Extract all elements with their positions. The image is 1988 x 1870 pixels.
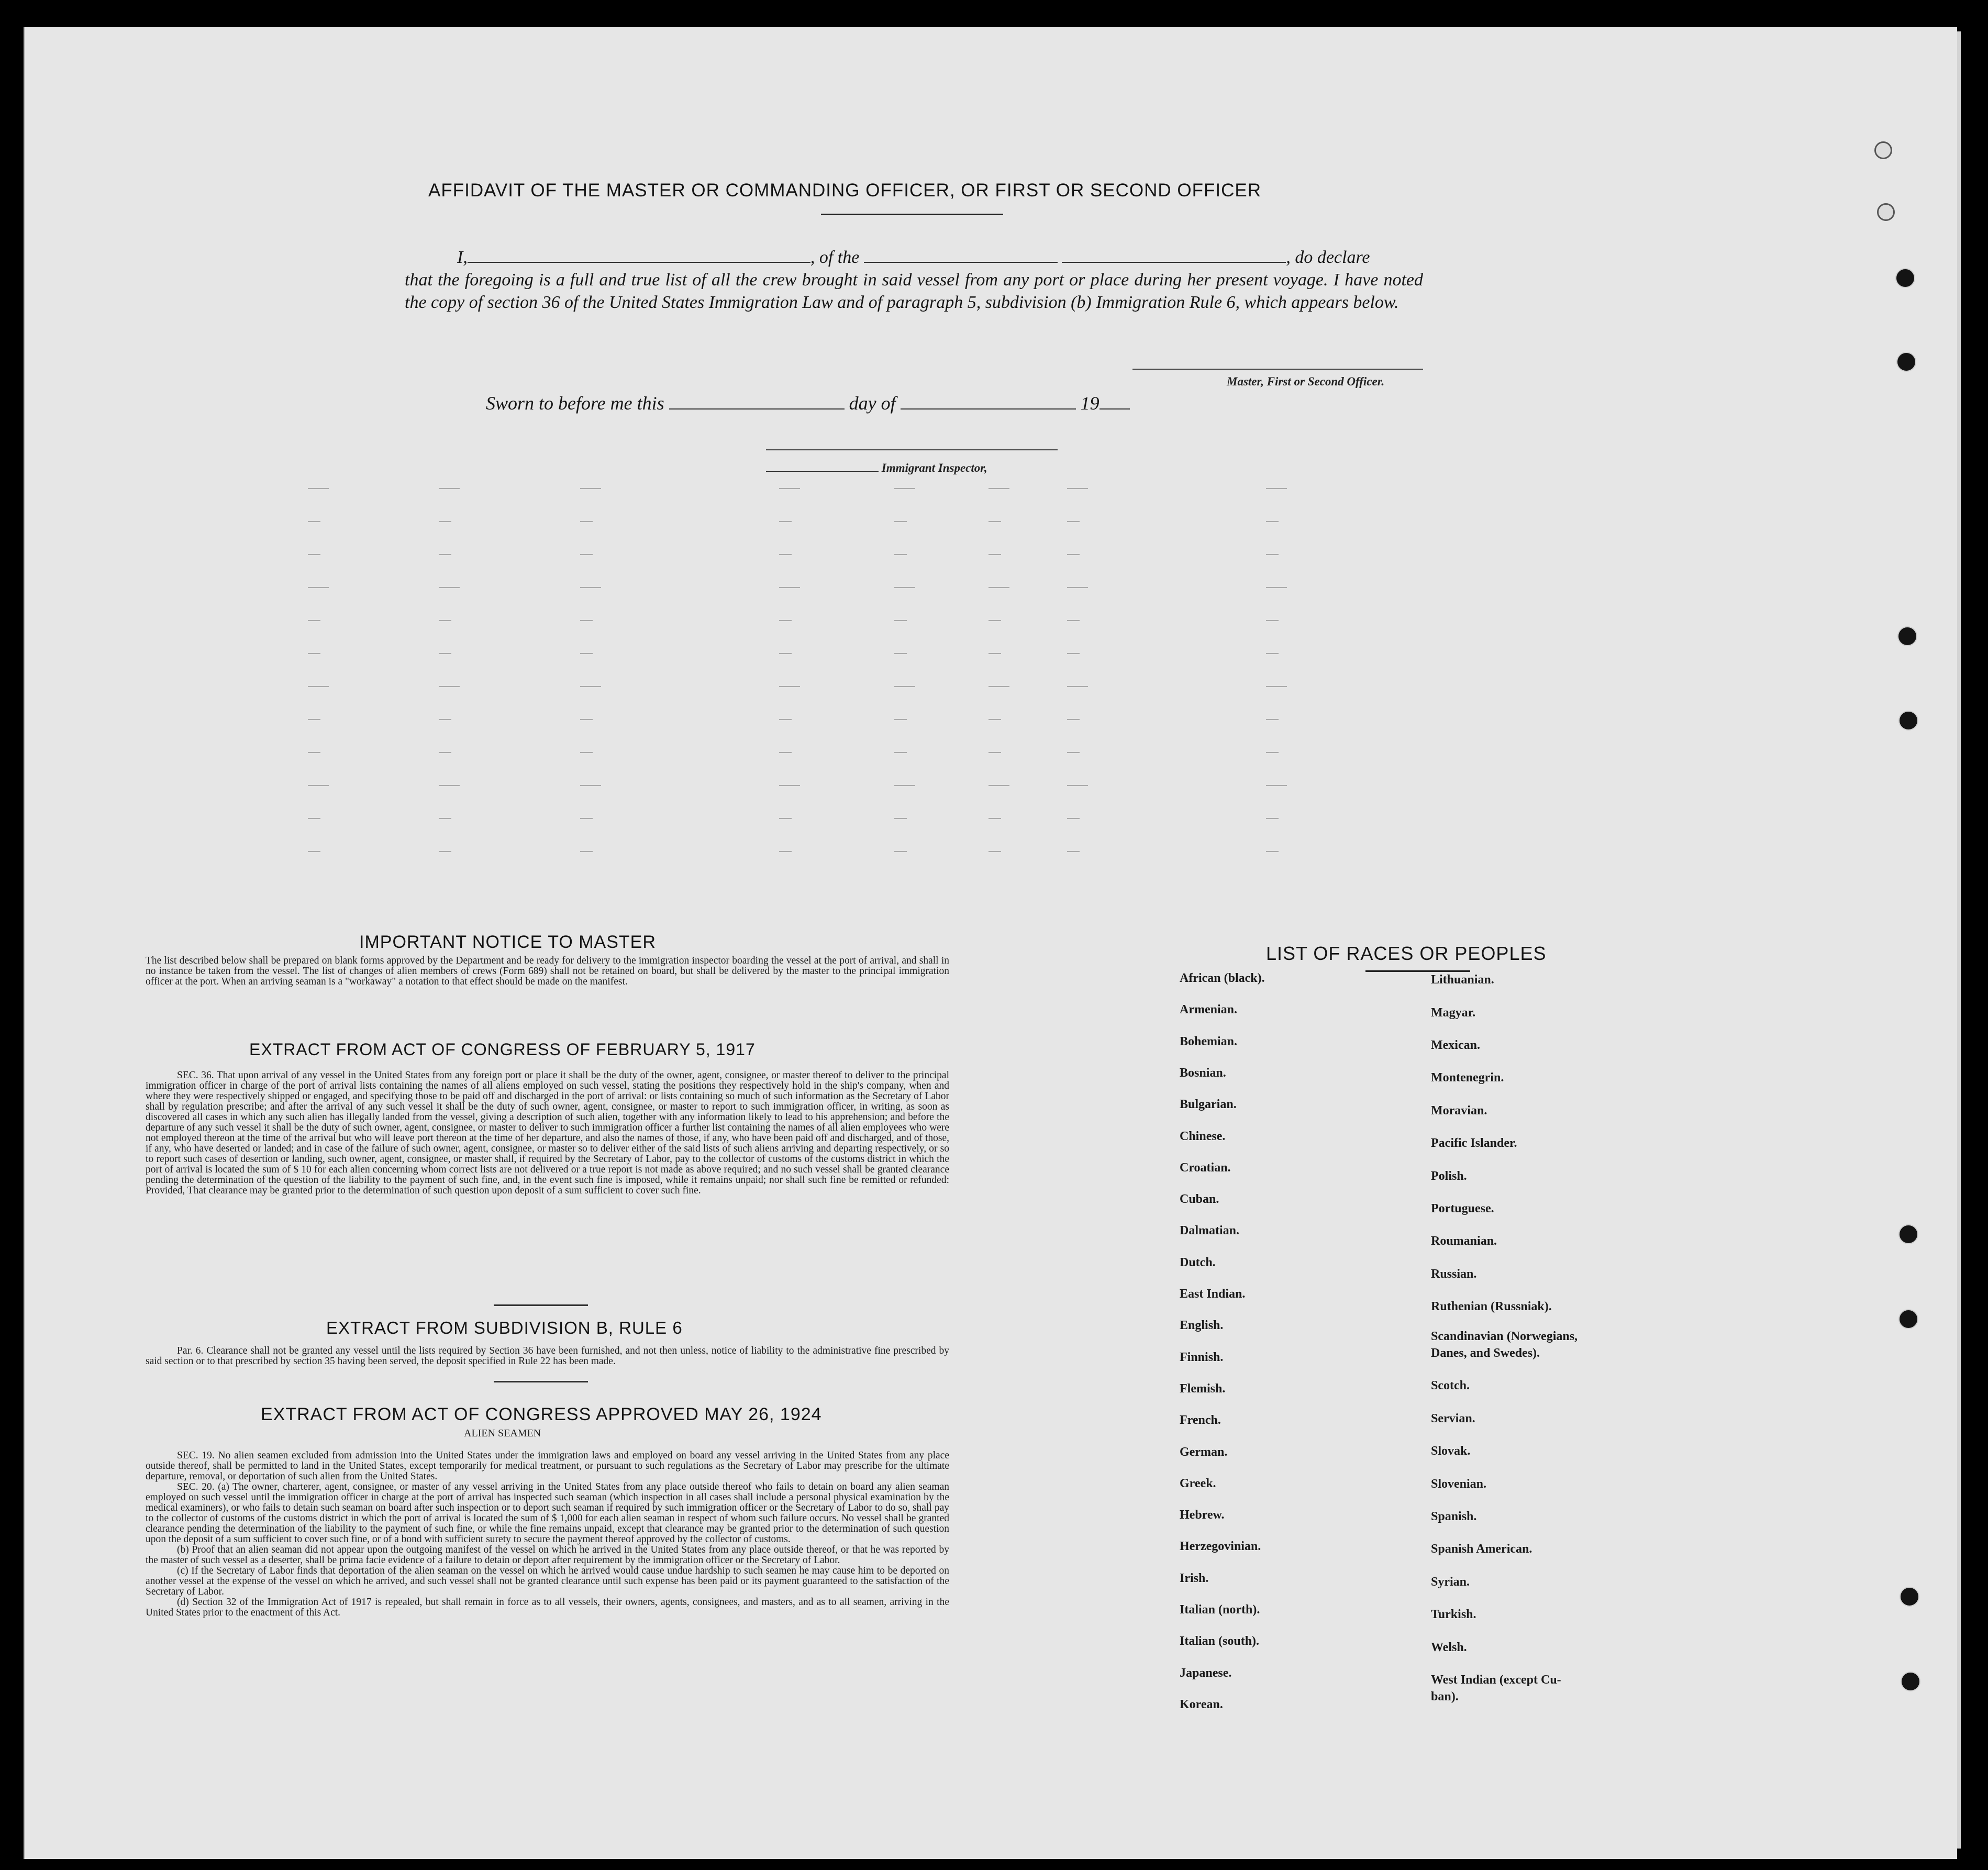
race-item: Italian (south). <box>1180 1634 1260 1648</box>
race-item: ban). <box>1431 1690 1459 1703</box>
bleed-through-dash <box>580 653 593 654</box>
sworn-line <box>486 392 1130 414</box>
sworn-year-blank <box>1099 393 1130 410</box>
bleed-through-dash <box>308 620 320 621</box>
race-item: Turkish. <box>1431 1608 1476 1621</box>
bleed-through-dash <box>439 521 451 522</box>
bleed-through-row <box>308 785 1329 788</box>
bleed-through-dash <box>779 686 800 687</box>
bleed-through-dash <box>1067 554 1080 555</box>
title-underline <box>821 214 1003 215</box>
notice-body: The list described below shall be prepared on blank forms approved by the Department and be ready for delivery to the immigration inspector boarding the vessel at the port of arrival, and shall in no instance be taken from the vessel. The list of changes of alien members of crews (Form 689) shall not be retained on board, but shall be delivered by the master to the principal immigration officer at the port. When an arriving seaman is a "workaway" a notation to that effect should be made on the manifest. <box>146 955 949 987</box>
bleed-through-dash <box>308 851 320 852</box>
bleed-through-dash <box>1266 785 1287 786</box>
vessel-blank-1 <box>864 246 1058 263</box>
race-item: Korean. <box>1180 1698 1223 1711</box>
race-item: Cuban. <box>1180 1192 1219 1206</box>
bleed-through-dash <box>439 785 460 786</box>
sworn-day-label: day of <box>849 393 896 414</box>
bleed-through-dash <box>1266 752 1279 753</box>
bleed-through-dash <box>580 554 593 555</box>
signature-line <box>1132 369 1423 370</box>
bleed-through-dash <box>989 752 1001 753</box>
bleed-through-dash <box>1067 785 1088 786</box>
race-item: Slovak. <box>1431 1444 1471 1458</box>
bleed-through-dash <box>779 554 792 555</box>
bleed-through-dash <box>439 587 460 588</box>
bleed-through-dash <box>1067 719 1080 720</box>
race-item: Dalmatian. <box>1180 1224 1239 1237</box>
race-item: Scandinavian (Norwegians, <box>1431 1330 1578 1343</box>
bleed-through-dash <box>779 851 792 852</box>
bleed-through-dash <box>1067 752 1080 753</box>
bleed-through-dash <box>1266 521 1279 522</box>
bleed-through-dash <box>308 818 320 819</box>
bleed-through-dash <box>989 521 1001 522</box>
bleed-through-dash <box>308 653 320 654</box>
binder-hole <box>1900 1587 1919 1607</box>
bleed-through-row <box>308 620 1329 623</box>
extract-rule6-body: Par. 6. Clearance shall not be granted any vessel until the lists required by Section 36 have been furnished, and not then unless, notice of liability to the administrative fine prescribed by said section or to that prescribed by section 35 having been served, the deposit specified in Rule 22 has been made. <box>146 1345 949 1367</box>
race-item: English. <box>1180 1319 1224 1332</box>
bleed-through-dash <box>989 554 1001 555</box>
race-item: Montenegrin. <box>1431 1071 1504 1085</box>
bleed-through-dash <box>1266 554 1279 555</box>
extract-1924-title: EXTRACT FROM ACT OF CONGRESS APPROVED MAY 26, 1924 <box>261 1404 822 1424</box>
sworn-prefix: Sworn to before me this <box>486 393 664 414</box>
binder-hole <box>1874 141 1892 159</box>
bleed-through-dash <box>439 719 451 720</box>
extract-rule6-title: EXTRACT FROM SUBDIVISION B, RULE 6 <box>326 1318 683 1337</box>
bleed-through-row <box>308 587 1329 590</box>
race-item: Ruthenian (Russniak). <box>1431 1300 1552 1313</box>
inspector-signature-line <box>766 449 1058 450</box>
extract-1924-subtitle: ALIEN SEAMEN <box>464 1428 541 1439</box>
bleed-through-dash <box>308 554 320 555</box>
signature-label: Master, First or Second Officer. <box>1227 375 1385 388</box>
bleed-through-dash <box>1067 521 1080 522</box>
bleed-through-dash <box>779 587 800 588</box>
binder-hole <box>1898 1309 1918 1329</box>
race-item: Portuguese. <box>1431 1202 1494 1215</box>
race-item: Spanish. <box>1431 1510 1477 1523</box>
bleed-through-dash <box>989 653 1001 654</box>
inspector-label-wrap <box>766 461 987 475</box>
bleed-through-dash <box>894 521 907 522</box>
bleed-through-dash <box>308 719 320 720</box>
bleed-through-dash <box>894 719 907 720</box>
race-item: Roumanian. <box>1431 1234 1497 1248</box>
bleed-through-dash <box>308 785 329 786</box>
affidavit-declaration <box>405 246 1423 314</box>
binder-hole <box>1896 352 1916 372</box>
bleed-through-dash <box>580 752 593 753</box>
bleed-through-dash <box>580 587 601 588</box>
decl-i: I, <box>457 248 468 267</box>
inspector-blank <box>766 464 879 472</box>
bleed-through-dash <box>1266 587 1287 588</box>
bleed-through-dash <box>1266 488 1287 489</box>
bleed-through-dash <box>580 521 593 522</box>
bleed-through-dash <box>894 653 907 654</box>
bleed-through-dash <box>894 686 915 687</box>
affidavit-title: AFFIDAVIT OF THE MASTER OR COMMANDING OFFICER, OR FIRST OR SECOND OFFICER <box>428 180 1262 201</box>
bleed-through-dash <box>989 587 1009 588</box>
bleed-through-dash <box>1067 818 1080 819</box>
form-sheet <box>24 27 1957 1859</box>
bleed-through-dash <box>779 653 792 654</box>
bleed-through-dash <box>439 752 451 753</box>
bleed-through-row <box>308 653 1329 656</box>
race-item: French. <box>1180 1413 1221 1427</box>
race-item: Danes, and Swedes). <box>1431 1346 1540 1360</box>
extract-1924-body <box>146 1451 949 1618</box>
vessel-blank-2 <box>1062 246 1286 263</box>
bleed-through-dash <box>1266 620 1279 621</box>
bleed-through-dash <box>1067 587 1088 588</box>
bleed-through-dash <box>580 620 593 621</box>
bleed-through-dash <box>439 851 451 852</box>
binder-hole <box>1898 711 1918 731</box>
bleed-through-dash <box>308 587 329 588</box>
bleed-through-dash <box>894 587 915 588</box>
bleed-through-dash <box>580 818 593 819</box>
bleed-through-dash <box>989 620 1001 621</box>
bleed-through-row <box>308 488 1329 491</box>
bleed-through-dash <box>989 785 1009 786</box>
binder-hole <box>1901 1672 1920 1691</box>
bleed-through-dash <box>779 818 792 819</box>
bleed-through-dash <box>1266 686 1287 687</box>
bleed-through-dash <box>894 851 907 852</box>
bleed-through-dash <box>580 719 593 720</box>
binder-hole <box>1898 1224 1918 1244</box>
bleed-through-row <box>308 851 1329 854</box>
race-item: Lithuanian. <box>1431 973 1494 987</box>
bleed-through-row <box>308 521 1329 524</box>
bleed-through-dash <box>779 620 792 621</box>
bleed-through-dash <box>779 719 792 720</box>
bleed-through-dash <box>989 818 1001 819</box>
race-item: Dutch. <box>1180 1256 1216 1269</box>
bleed-through-dash <box>439 653 451 654</box>
extract-1924-paragraph: (b) Proof that an alien seaman did not appear upon the outgoing manifest of the vessel on which he arrived in the United States from any place outside thereof, or that he was reported by the master of such vessel as a deserter, shall be prima facie evidence of a failure to detain or deport after requirement by the immigration officer or the Secretary of Labor. <box>146 1544 949 1566</box>
race-item: Servian. <box>1431 1412 1475 1425</box>
bleed-through-dash <box>989 719 1001 720</box>
bleed-through-dash <box>439 554 451 555</box>
race-item: Pacific Islander. <box>1431 1136 1517 1150</box>
bleed-through-dash <box>580 488 601 489</box>
bleed-through-dash <box>1266 719 1279 720</box>
race-item: African (black). <box>1180 971 1265 985</box>
race-item: Moravian. <box>1431 1104 1487 1117</box>
bleed-through-dash <box>989 851 1001 852</box>
race-item: Armenian. <box>1180 1003 1237 1016</box>
bleed-through-dash <box>989 686 1009 687</box>
notice-title: IMPORTANT NOTICE TO MASTER <box>359 932 656 952</box>
race-item: Croatian. <box>1180 1161 1231 1175</box>
bleed-through-row <box>308 719 1329 722</box>
race-item: Welsh. <box>1431 1641 1467 1654</box>
sworn-year-label: 19 <box>1080 393 1099 414</box>
bleed-through-dash <box>779 752 792 753</box>
race-item: Syrian. <box>1431 1575 1470 1589</box>
bleed-through-dash <box>439 488 460 489</box>
extract-1924-paragraph: (c) If the Secretary of Labor finds that deportation of the alien seaman on the vessel on which he arrived would cause undue hardship to such seamen he may cause him to be deported on another vessel at the expense of the vessel on which he arrived, and such vessel shall not be granted clearance until such expense has been paid or its payment guaranteed to the satisfaction of the Secretary of Labor. <box>146 1565 949 1597</box>
extract-1917-title: EXTRACT FROM ACT OF CONGRESS OF FEBRUARY 5, 1917 <box>249 1040 756 1059</box>
bleed-through-dash <box>1266 851 1279 852</box>
race-item: Spanish American. <box>1431 1542 1532 1556</box>
bleed-through-dash <box>1067 686 1088 687</box>
race-item: Slovenian. <box>1431 1477 1487 1491</box>
bleed-through-dash <box>308 488 329 489</box>
bleed-through-dash <box>894 620 907 621</box>
binder-hole <box>1877 203 1895 221</box>
bleed-through-dash <box>1266 818 1279 819</box>
race-item: Bohemian. <box>1180 1035 1238 1048</box>
race-item: Magyar. <box>1431 1006 1476 1020</box>
bleed-through-row <box>308 818 1329 821</box>
bleed-through-dash <box>439 818 451 819</box>
bleed-through-dash <box>989 488 1009 489</box>
binder-hole <box>1897 626 1917 646</box>
bleed-through-row <box>308 686 1329 689</box>
race-item: Finnish. <box>1180 1351 1224 1364</box>
bleed-through-dash <box>894 818 907 819</box>
bleed-through-dash <box>439 686 460 687</box>
race-item: Flemish. <box>1180 1382 1226 1396</box>
bleed-through-dash <box>894 488 915 489</box>
sworn-day-blank <box>669 393 845 410</box>
bleed-through-dash <box>308 521 320 522</box>
bleed-through-dash <box>1067 851 1080 852</box>
race-item: East Indian. <box>1180 1287 1246 1301</box>
race-item: Russian. <box>1431 1267 1477 1281</box>
race-item: Mexican. <box>1431 1038 1480 1052</box>
race-item: Hebrew. <box>1180 1508 1225 1522</box>
race-item: Bulgarian. <box>1180 1098 1237 1111</box>
bleed-through-dash <box>580 851 593 852</box>
decl-of-the: , of the <box>810 248 860 267</box>
extract-1924-paragraph: (d) Section 32 of the Immigration Act of 1917 is repealed, but shall remain in force as to all vessels, their owners, agents, consignees, and masters, and as to all seamen, arriving in the United States prior to the enactment of this Act. <box>146 1597 949 1618</box>
extract-1917-body: SEC. 36. That upon arrival of any vessel in the United States from any foreign port or place it shall be the duty of the owner, agent, consignee, or master thereof to deliver to the principal immigration officer in charge of the port of arrival lists containing the names of all aliens employed on such vessel, stating the positions they respectively hold in the ship's company, when and where they were respectively shipped or engaged, and specifying those to be paid off and discharged in the port of arrival: or lists containing so much of such information as the Secretary of Labor shall by regulation prescribe; and after the arrival of any such vessel it shall be the duty of such owner, agent, consignee, or master to report to such immigration officer, in writing, as soon as discovered all cases in which any such alien has illegally landed from the vessel, giving a description of such alien, together with any information likely to lead to his apprehension; and before the departure of any such vessel it shall be the duty of such owner, agent, consignee, or master to deliver to such immigration officer a further list containing the names of all alien employees who were not employed thereon at the time of the arrival but who will leave port thereon at the time of her departure, and also the names of those, if any, who have been paid off and discharged, and of those, if any, who have deserted or landed; and in case of the failure of such owner, agent, consignee, or master so to deliver either of the said lists of such aliens arriving and departing respectively, or so to report such cases of desertion or landing, such owner, agent, consignee, or master shall, if required by the Secretary of Labor, pay to the collector of customs of the customs district in which the port of arrival is located the sum of $ 10 for each alien concerning whom correct lists are not delivered or a true report is not made as above required; and no such vessel shall be granted clearance pending the determination of the question of the liability to the payment of such fine, and, in the event such fine is imposed, while it remains unpaid; nor shall such fine be remitted or refunded: Provided, That clearance may be granted prior to the determination of such question upon deposit of a sum sufficient to cover such fine. <box>146 1070 949 1196</box>
bleed-through-dash <box>779 488 800 489</box>
bleed-through-dash <box>308 752 320 753</box>
race-item: Polish. <box>1431 1169 1467 1183</box>
bleed-through-dash <box>1266 653 1279 654</box>
race-item: Italian (north). <box>1180 1603 1260 1617</box>
bleed-through-dash <box>779 785 800 786</box>
race-item: Japanese. <box>1180 1666 1232 1680</box>
binder-hole <box>1895 268 1915 288</box>
bleed-through-dash <box>1067 620 1080 621</box>
race-item: West Indian (except Cu- <box>1431 1673 1561 1687</box>
master-name-blank <box>468 246 810 263</box>
extract-1924-paragraph: SEC. 19. No alien seamen excluded from admission into the United States under the immigration laws and employed on board any vessel arriving in the United States from any place outside thereof, shall be permitted to land in the United States, except temporarily for medical treatment, or pursuant to such regulations as the Secretary of Labor may prescribe for the ultimate departure, removal, or deportation of such alien from the United States. <box>146 1450 949 1482</box>
decl-body: that the foregoing is a full and true list of all the crew brought in said vessel from any port or place during her present voyage. I have noted the copy of section 36 of the United States Immigration Law and of paragraph 5, subdivision (b) Immigration Rule 6, which appears below. <box>405 270 1423 312</box>
section-divider <box>494 1304 588 1306</box>
race-item: Irish. <box>1180 1572 1209 1585</box>
bleed-through-dash <box>439 620 451 621</box>
section-divider <box>494 1381 588 1382</box>
sworn-month-blank <box>901 393 1076 410</box>
race-item: Herzegovinian. <box>1180 1540 1261 1553</box>
race-item: Chinese. <box>1180 1130 1226 1143</box>
bleed-through-row <box>308 752 1329 755</box>
inspector-label: Immigrant Inspector, <box>881 461 987 474</box>
race-item: Scotch. <box>1431 1379 1470 1392</box>
race-item: German. <box>1180 1445 1228 1459</box>
bleed-through-row <box>308 554 1329 557</box>
bleed-through-dash <box>894 554 907 555</box>
bleed-through-dash <box>580 686 601 687</box>
races-title: LIST OF RACES OR PEOPLES <box>1266 943 1547 964</box>
bleed-through-dash <box>580 785 601 786</box>
decl-do-declare: , do declare <box>1286 248 1370 267</box>
race-item: Bosnian. <box>1180 1066 1226 1080</box>
bleed-through-dash <box>308 686 329 687</box>
bleed-through-dash <box>894 785 915 786</box>
races-title-underline <box>1365 970 1470 972</box>
bleed-through-dash <box>1067 653 1080 654</box>
bleed-through-dash <box>779 521 792 522</box>
extract-1924-paragraph: SEC. 20. (a) The owner, charterer, agent, consignee, or master of any vessel arriving in the United States from any place outside thereof who fails to detain on board any alien seaman employed on such vessel until the immigration officer in charge at the port of arrival has inspected such seaman (which inspection in all cases shall include a personal physical examination by the medical examiners), or who fails to detain such seaman on board after such inspection or to deport such seaman if required by such immigration officer or the Secretary of Labor to do so, shall pay to the collector of customs of the customs district in which the port of arrival is located the sum of $ 1,000 for each alien seaman in respect of whom such failure occurs. No vessel shall be granted clearance pending the determination of the liability to the payment of such fine, or while the fine remains unpaid, except that clearance may be granted prior to the determination of such question upon the deposit of a sum sufficient to cover such fine, or of a bond with sufficient surety to secure the payment thereof approved by the collector of customs. <box>146 1481 949 1545</box>
race-item: Greek. <box>1180 1477 1216 1490</box>
bleed-through-dash <box>1067 488 1088 489</box>
bleed-through-dash <box>894 752 907 753</box>
